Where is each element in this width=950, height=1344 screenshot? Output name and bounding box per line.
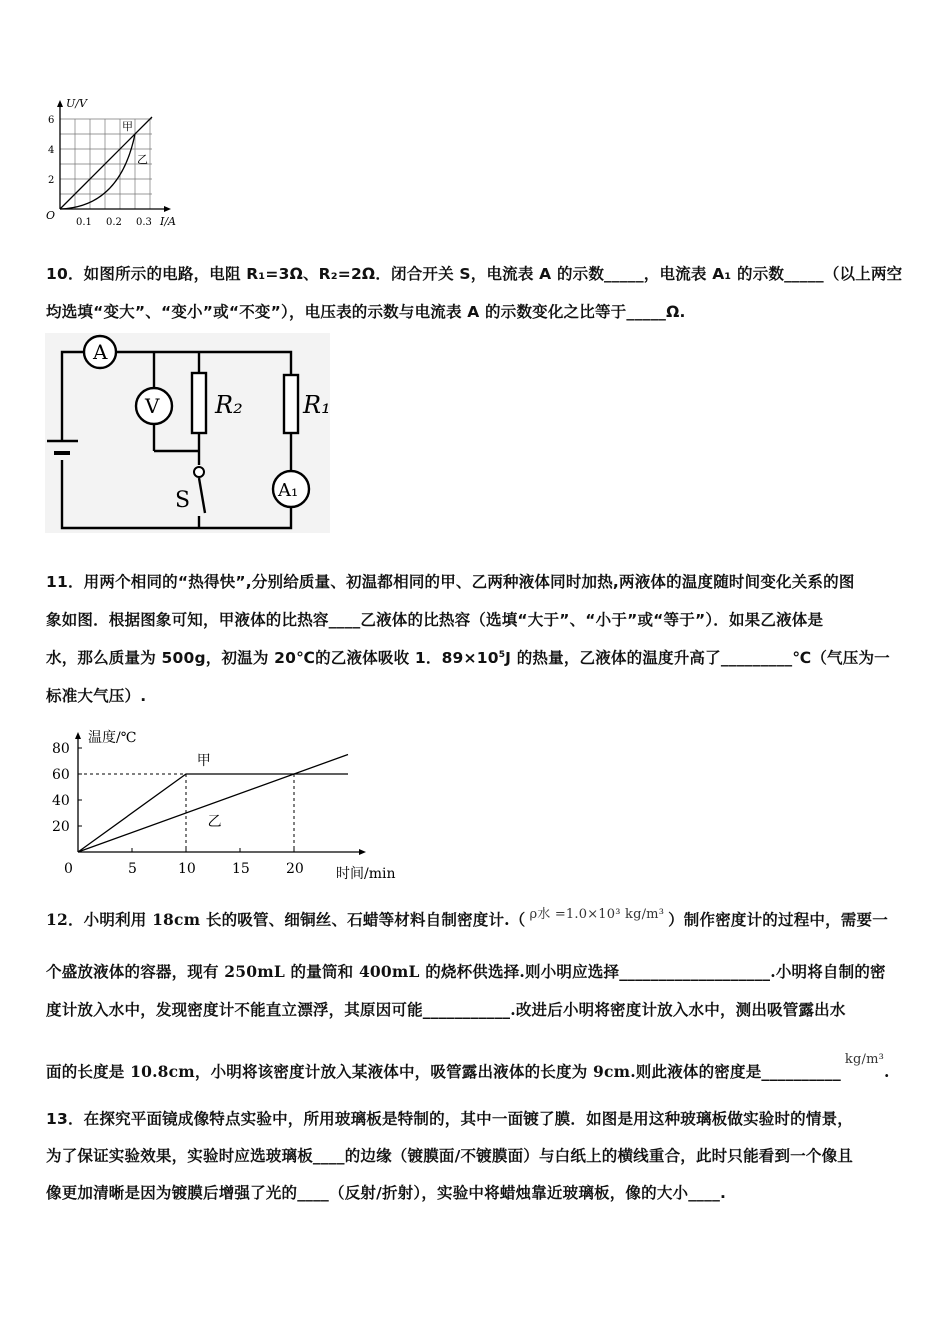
series-label-jia: 甲 — [196, 752, 211, 769]
ui-origin-label: O — [46, 209, 56, 222]
y-axis-label: 温度/℃ — [88, 730, 137, 746]
q10-line-2: 均选填“变大”、“变小”或“不变”），电压表的示数与电流表 A 的示数变化之比等于_____Ω. — [46, 303, 686, 321]
q13-line-2: 为了保证实验效果，实验时应选玻璃板____的边缘（镀膜面/不镀膜面）与白纸上的横线重合，此时只能看到一个像且 — [46, 1147, 853, 1165]
ammeter-a-label: A — [93, 340, 108, 364]
y-tick-label: 20 — [52, 819, 70, 835]
x-axis-label: 时间/min — [336, 866, 396, 882]
ui-y-label: U/V — [66, 97, 87, 110]
q12-line-4 — [46, 1052, 890, 1082]
q12-line-1b: ）制作密度计的过程中，需要一 — [668, 910, 888, 929]
x-tick-label: 0 — [64, 861, 73, 877]
ui-x-tick: 0.2 — [106, 217, 122, 228]
resistor-r2 — [192, 373, 206, 433]
x-tick-label: 10 — [178, 861, 196, 877]
series-label-yi: 乙 — [207, 814, 222, 830]
ui-x-tick: 0.3 — [136, 217, 152, 228]
circuit-diagram — [45, 333, 330, 533]
y-tick-label: 60 — [52, 767, 70, 783]
q12-line-1a: 12．小明利用 18cm 长的吸管、细铜丝、石蜡等材料自制密度计.（ — [46, 910, 526, 929]
q10-line-1: 10．如图所示的电路，电阻 R₁=3Ω、R₂=2Ω．闭合开关 S，电流表 A 的示数_____，电流表 A₁ 的示数_____（以上两空 — [46, 265, 903, 283]
switch-label: S — [175, 488, 191, 513]
y-tick-label: 80 — [52, 741, 70, 757]
q13-line-3: 像更加清晰是因为镀膜后增强了光的____（反射/折射），实验中将蜡烛靠近玻璃板，像的大小____. — [46, 1184, 727, 1202]
x-axis-arrow — [359, 849, 366, 855]
x-tick-label: 20 — [286, 861, 304, 877]
density-unit: kg/m³ — [844, 1052, 885, 1067]
q12-end: . — [884, 1062, 890, 1081]
r2-label: R₂ — [215, 391, 243, 419]
q11-line-3a: 水，那么质量为 500g，初温为 20℃的乙液体吸收 1．89×10 — [46, 649, 499, 667]
r1-label: R₁ — [303, 391, 331, 419]
q11-line-3 — [46, 646, 890, 668]
water-density-formula: ρ水 =1.0×10³ kg/m³ — [529, 907, 665, 922]
ui-graph-figure — [40, 95, 210, 230]
x-tick-label: 15 — [232, 861, 250, 877]
series-line-yi — [78, 752, 348, 853]
q12-line-1 — [46, 908, 888, 930]
ui-x-label: I/A — [160, 215, 176, 228]
ui-label-yi: 乙 — [137, 153, 148, 166]
ui-x-tick: 0.1 — [76, 217, 92, 228]
ui-y-tick: 4 — [48, 145, 55, 156]
q12-line-4-text: 面的长度是 10.8cm，小明将该密度计放入某液体中，吸管露出液体的长度为 9cm.则此液体的密度是__________ — [46, 1062, 841, 1081]
temperature-time-chart — [40, 712, 396, 884]
q13-line-1: 13．在探究平面镜成像特点实验中，所用玻璃板是特制的，其中一面镀了膜．如图是用这种玻璃板做实验时的情景， — [46, 1110, 853, 1128]
y-tick-label: 40 — [52, 793, 70, 809]
y-axis-arrow — [75, 732, 81, 739]
x-tick-label: 5 — [128, 861, 137, 877]
voltmeter-label: V — [145, 394, 160, 418]
q11-line-4: 标准大气压）. — [46, 687, 147, 705]
ammeter-a1-label: A₁ — [278, 480, 299, 501]
ui-y-tick: 6 — [48, 115, 55, 126]
q11-line-2: 象如图．根据图象可知，甲液体的比热容____乙液体的比热容（选填“大于”、“小于”或“等于”）．如果乙液体是 — [46, 611, 824, 629]
q11-line-1: 11．用两个相同的“热得快”,分别给质量、初温都相同的甲、乙两种液体同时加热,两液体的温度随时间变化关系的图 — [46, 573, 855, 591]
q12-line-3: 度计放入水中，发现密度计不能直立漂浮，其原因可能___________.改进后小明将密度计放入水中，测出吸管露出水 — [46, 1000, 846, 1019]
ui-label-jia: 甲 — [122, 120, 133, 133]
resistor-r1 — [284, 375, 298, 433]
q11-line-3b: J 的热量，乙液体的温度升高了_________℃（气压为一 — [505, 649, 890, 667]
ui-y-tick: 2 — [48, 175, 55, 186]
series-line-jia — [78, 774, 348, 852]
q11-exponent: 5 — [498, 649, 506, 660]
q12-line-2: 个盛放液体的容器，现有 250mL 的量筒和 400mL 的烧杯供选择.则小明应选择___________________.小明将自制的密 — [46, 962, 886, 981]
